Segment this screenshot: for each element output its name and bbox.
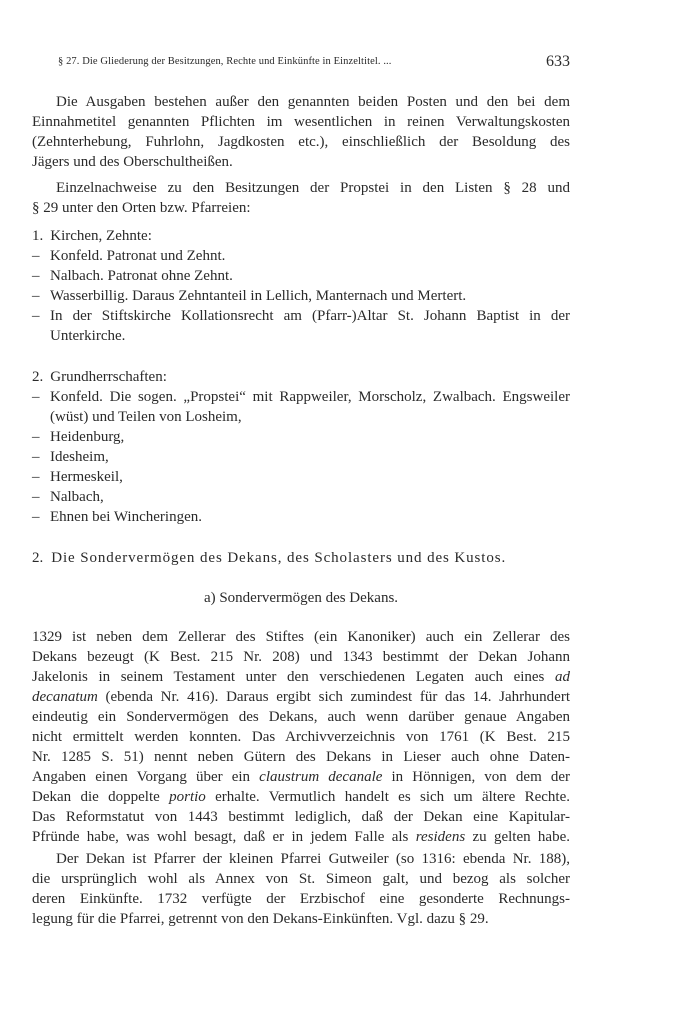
text-line: § 29 unter den Orten bzw. Pfarreien: — [32, 200, 251, 216]
text-line: deren Einkünfte. 1732 verfügte der Erzbischof eine gesonderte Rechnungs- — [32, 891, 570, 907]
italic-term: ad — [555, 669, 571, 685]
italic-term: residens — [415, 829, 466, 845]
dash-marker: – — [32, 389, 40, 405]
text-line: die ursprünglich wohl als Annex von St. Simeon galt, und bezog als solcher — [32, 871, 570, 887]
italic-term: decanatum — [32, 689, 98, 705]
text-run: Dekan die doppelte — [32, 789, 170, 805]
list-churches-tithes — [32, 226, 570, 346]
list-item-text: Nalbach, — [50, 489, 104, 505]
running-title: § 27. Die Gliederung der Besitzungen, Rechte und Einkünfte in Einzeltitel. ... — [58, 56, 392, 67]
list-item-text: Konfeld. Die sogen. „Propstei“ mit Rappweiler, Morscholz, Zwalbach. Engsweiler (wüst) und Teilen von Losheim, — [50, 389, 570, 425]
text-line: Die Ausgaben bestehen außer den genannten beiden Posten und den bei dem — [56, 94, 570, 110]
list-number: 1. — [32, 228, 44, 244]
text-line: nicht ermittelt werden konnten. Das Archivverzeichnis von 1761 (K Best. 215 — [32, 729, 570, 745]
text-line — [32, 667, 570, 687]
text-line: Einnahmetitel genannten Pflichten im wesentlichen in reinen Verwaltungskosten — [32, 114, 570, 130]
list-item-text: Hermeskeil, — [50, 469, 123, 485]
dash-marker: – — [32, 288, 40, 304]
text-line — [32, 687, 570, 707]
paragraph-expenses — [32, 92, 570, 172]
list-number: 2. — [32, 369, 44, 385]
list-manorial-lordships — [32, 367, 570, 527]
section-number: 2. — [32, 550, 44, 566]
subsection-heading: a) Sondervermögen des Dekans. — [203, 590, 399, 606]
text-line: 1329 ist neben dem Zellerar des Stiftes (ein Kanoniker) auch ein Zellerar des — [32, 629, 570, 645]
text-line: Das Reformstatut von 1443 bestimmt lediglich, daß der Dekan eine Kapitular- — [32, 809, 570, 825]
text-line: Dekans bezeugt (K Best. 215 Nr. 208) und 1343 bestimmt der Dekan Johann — [32, 649, 570, 665]
running-header — [58, 53, 570, 76]
dash-marker: – — [32, 308, 40, 324]
text-line: Jägers und des Oberschultheißen. — [32, 154, 233, 170]
list-item-text: Konfeld. Patronat und Zehnt. — [50, 248, 226, 264]
text-line — [32, 827, 570, 847]
text-run: Jakelonis in seinem Testament unter den verschiedenen Legaten auch eines — [32, 669, 545, 685]
text-line: (Zehnterhebung, Fuhrlohn, Jagdkosten etc.), einschließlich der Besoldung des — [32, 134, 570, 150]
dash-marker: – — [32, 509, 40, 525]
list-item-text: Wasserbillig. Daraus Zehntanteil in Lellich, Manternach und Mertert. — [50, 288, 467, 304]
list-item — [32, 387, 570, 427]
text-run: in Hönnigen, von dem der — [382, 769, 570, 785]
list-heading — [32, 367, 570, 387]
list-item — [32, 286, 570, 306]
list-item-text: Heidenburg, — [50, 429, 125, 445]
dash-marker: – — [32, 469, 40, 485]
list-heading-text: Grundherrschaften: — [50, 369, 167, 385]
section-title-text: Die Sondervermögen des Dekans, des Scholasters und des Kustos. — [51, 550, 507, 566]
text-run: erhalte. Vermutlich handelt es sich um ältere Rechte. — [205, 789, 571, 805]
dash-marker: – — [32, 449, 40, 465]
paragraph-dean-property — [32, 627, 570, 847]
list-item — [32, 467, 570, 487]
list-heading-text: Kirchen, Zehnte: — [50, 228, 152, 244]
list-heading — [32, 226, 570, 246]
text-run: Angaben einen Vorgang über ein — [32, 769, 260, 785]
text-line: eindeutig ein Sondervermögen des Dekans, auch wenn darüber genaue Angaben — [32, 709, 570, 725]
list-item-text: Idesheim, — [50, 449, 109, 465]
italic-term: claustrum decanale — [259, 769, 383, 785]
list-item — [32, 246, 570, 266]
paragraph-references — [32, 178, 570, 218]
text-line — [32, 787, 570, 807]
list-item-text: Nalbach. Patronat ohne Zehnt. — [50, 268, 233, 284]
list-item-text: In der Stiftskirche Kollationsrecht am (Pfarr-)Altar St. Johann Baptist in der Unterkirche. — [50, 308, 570, 344]
text-line: Der Dekan ist Pfarrer der kleinen Pfarrei Gutweiler (so 1316: ebenda Nr. 188), — [56, 851, 570, 867]
list-item — [32, 306, 570, 346]
text-line: Nr. 1285 S. 51) nennt neben Gütern des Dekans in Lieser auch ohne Daten- — [32, 749, 570, 765]
italic-term: portio — [169, 789, 206, 805]
dash-marker: – — [32, 248, 40, 264]
dash-marker: – — [32, 429, 40, 445]
dash-marker: – — [32, 268, 40, 284]
text-line: Einzelnachweise zu den Besitzungen der Propstei in den Listen § 28 und — [56, 180, 570, 196]
text-run: Pfründe habe, was wohl besagt, daß er in jedem Falle als — [32, 829, 416, 845]
list-item-text: Ehnen bei Wincheringen. — [50, 509, 202, 525]
list-item — [32, 507, 570, 527]
page-number: 633 — [546, 53, 570, 70]
dash-marker: – — [32, 489, 40, 505]
text-run: zu gelten habe. — [465, 829, 570, 845]
text-line: legung für die Pfarrei, getrennt von den Dekans-Einkünften. Vgl. dazu § 29. — [32, 911, 489, 927]
section-heading — [32, 550, 570, 567]
list-item — [32, 487, 570, 507]
list-item — [32, 427, 570, 447]
list-item — [32, 447, 570, 467]
text-line — [32, 767, 570, 787]
text-run: (ebenda Nr. 416). Daraus ergibt sich zumindest für das 14. Jahrhundert — [97, 689, 570, 705]
paragraph-gutweiler — [32, 849, 570, 929]
list-item — [32, 266, 570, 286]
